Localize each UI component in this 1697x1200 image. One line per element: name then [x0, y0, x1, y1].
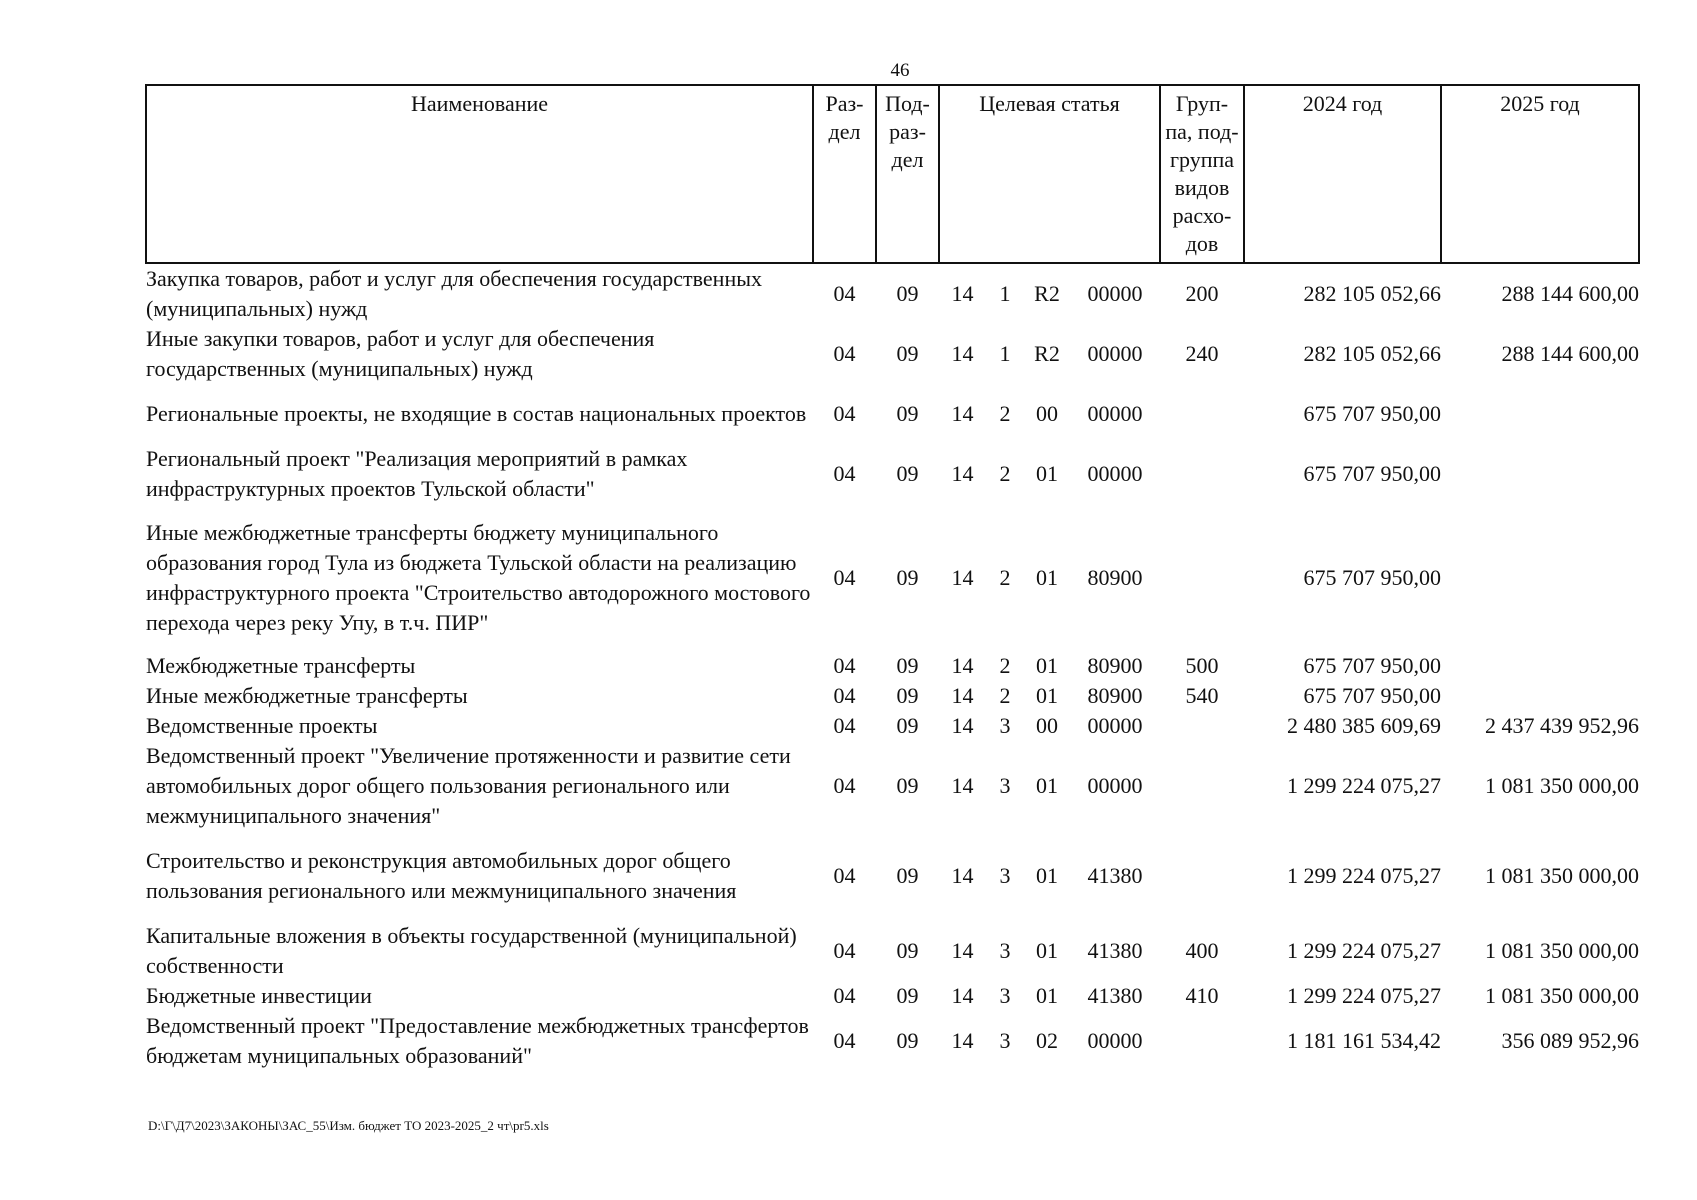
row-podrazdel: 09 — [896, 863, 919, 888]
row-article-code: 00000 — [1087, 281, 1143, 306]
header-name: Наименование — [146, 85, 813, 263]
row-2024: 675 707 950,00 — [1303, 461, 1441, 486]
row-article-event: 02 — [1036, 1028, 1058, 1053]
row-article-program: 14 — [951, 564, 974, 590]
row-article-code: 80900 — [1087, 653, 1143, 678]
row-article-code: 41380 — [1087, 938, 1143, 963]
row-article-code: 80900 — [1087, 683, 1143, 708]
file-path-footer: D:\Г\Д7\2023\ЗАКОНЫ\ЗАС_55\Изм. бюджет ТО 2023-2025_2 чт\pr5.xls — [148, 1118, 549, 1133]
row-razdel: 04 — [833, 983, 856, 1008]
row-article-program: 14 — [951, 713, 974, 738]
row-2025: 288 144 600,00 — [1501, 281, 1639, 306]
row-article-program: 14 — [951, 863, 974, 888]
row-podrazdel: 09 — [896, 341, 919, 366]
row-razdel: 04 — [833, 713, 856, 738]
row-article-event: 01 — [1036, 983, 1058, 1008]
row-article-event: 01 — [1036, 653, 1058, 678]
row-name: Иные межбюджетные трансферты — [146, 683, 468, 708]
row-group — [1160, 504, 1244, 651]
row-article-type: 3 — [999, 773, 1011, 798]
row-article-program: 14 — [951, 401, 974, 426]
row-article-type: 3 — [999, 863, 1011, 888]
row-article-type: 3 — [999, 1028, 1011, 1053]
row-article-program: 14 — [951, 461, 974, 486]
table-row — [146, 711, 1639, 741]
row-article-code: 00000 — [1087, 713, 1143, 738]
header-2025: 2025 год — [1441, 85, 1639, 263]
row-podrazdel: 09 — [896, 1028, 919, 1053]
table-row — [146, 504, 1639, 651]
row-podrazdel: 09 — [896, 653, 919, 678]
row-article-type: 3 — [999, 713, 1011, 738]
table-row — [146, 681, 1639, 711]
row-name: Капитальные вложения в объекты государственной (муниципальной) собственности — [146, 923, 797, 978]
row-2025 — [1441, 504, 1639, 651]
header-podrazdel: Под- раз- дел — [876, 85, 939, 263]
row-article-type: 1 — [999, 281, 1011, 306]
row-podrazdel: 09 — [896, 938, 919, 963]
row-razdel: 04 — [833, 281, 856, 306]
row-article-event: 01 — [1036, 938, 1058, 963]
row-2024: 1 181 161 534,42 — [1287, 1028, 1441, 1053]
row-article-event: R2 — [1034, 341, 1060, 366]
row-2025: 288 144 600,00 — [1501, 341, 1639, 366]
row-article-program: 14 — [951, 773, 974, 798]
row-article-type: 1 — [999, 341, 1011, 366]
row-article-code: 00000 — [1087, 461, 1143, 486]
row-2024: 1 299 224 075,27 — [1287, 773, 1441, 798]
row-2024: 1 299 224 075,27 — [1287, 863, 1441, 888]
row-2025 — [1441, 444, 1639, 504]
row-podrazdel: 09 — [896, 564, 919, 590]
row-article-program: 14 — [951, 341, 974, 366]
row-article-code: 80900 — [1087, 564, 1143, 590]
row-article-type: 2 — [999, 564, 1011, 590]
row-razdel: 04 — [833, 341, 856, 366]
row-2025 — [1441, 681, 1639, 711]
table-row — [146, 921, 1639, 981]
row-2025: 1 081 350 000,00 — [1485, 983, 1639, 1008]
row-article-type: 2 — [999, 683, 1011, 708]
table-row — [146, 444, 1639, 504]
row-2024: 675 707 950,00 — [1303, 401, 1441, 426]
row-razdel: 04 — [833, 401, 856, 426]
row-article-code: 00000 — [1087, 341, 1143, 366]
row-group — [1160, 384, 1244, 444]
row-group: 240 — [1185, 341, 1219, 366]
row-group: 200 — [1185, 281, 1219, 306]
row-group — [1160, 1011, 1244, 1071]
row-razdel: 04 — [833, 863, 856, 888]
row-group — [1160, 711, 1244, 741]
row-razdel: 04 — [833, 938, 856, 963]
table-row — [146, 384, 1639, 444]
row-article-program: 14 — [951, 983, 974, 1008]
row-2024: 1 299 224 075,27 — [1287, 938, 1441, 963]
row-group: 540 — [1185, 683, 1219, 708]
row-article-code: 41380 — [1087, 983, 1143, 1008]
table-row — [146, 981, 1639, 1011]
row-name: Иные межбюджетные трансферты бюджету муниципального образования город Тула из бюджета Тульской области на реализацию инфраструктурного проекта "Строительство автодорожного мостового перехода через реку Упу, в т.ч. ПИР" — [146, 519, 811, 635]
row-article-program: 14 — [951, 683, 974, 708]
row-article-type: 2 — [999, 401, 1011, 426]
row-podrazdel: 09 — [896, 713, 919, 738]
row-article-program: 14 — [951, 653, 974, 678]
row-2024: 282 105 052,66 — [1303, 341, 1441, 366]
table-row — [146, 651, 1639, 681]
page-number: 46 — [890, 60, 910, 81]
row-name: Ведомственный проект "Увеличение протяженности и развитие сети автомобильных дорог общего пользования регионального или межмуниципального значения" — [146, 743, 791, 828]
row-razdel: 04 — [833, 564, 856, 590]
row-razdel: 04 — [833, 1028, 856, 1053]
header-2024: 2024 год — [1244, 85, 1441, 263]
header-group: Груп- па, под- группа видов расхо- дов — [1160, 85, 1244, 263]
row-2025: 1 081 350 000,00 — [1485, 938, 1639, 963]
table-header-row — [146, 85, 1639, 263]
table-row — [146, 831, 1639, 921]
budget-table — [145, 84, 1640, 1071]
row-name: Региональные проекты, не входящие в состав национальных проектов — [146, 401, 807, 426]
row-razdel: 04 — [833, 683, 856, 708]
row-2024: 282 105 052,66 — [1303, 281, 1441, 306]
header-razdel: Раз- дел — [813, 85, 876, 263]
row-group: 410 — [1185, 983, 1219, 1008]
row-2025 — [1441, 384, 1639, 444]
row-article-event: R2 — [1034, 281, 1060, 306]
row-name: Ведомственный проект "Предоставление межбюджетных трансфертов бюджетам муниципальных образований" — [146, 1013, 809, 1068]
table-row — [146, 324, 1639, 384]
row-2025: 2 437 439 952,96 — [1485, 713, 1639, 738]
row-2024: 1 299 224 075,27 — [1287, 983, 1441, 1008]
row-2024: 675 707 950,00 — [1303, 683, 1441, 708]
row-article-type: 3 — [999, 938, 1011, 963]
row-article-code: 00000 — [1087, 1028, 1143, 1053]
row-group — [1160, 741, 1244, 831]
row-2024: 675 707 950,00 — [1303, 653, 1441, 678]
row-podrazdel: 09 — [896, 773, 919, 798]
row-podrazdel: 09 — [896, 683, 919, 708]
row-article-event: 01 — [1036, 564, 1058, 590]
table-row — [146, 263, 1639, 324]
row-article-event: 01 — [1036, 863, 1058, 888]
row-2025: 1 081 350 000,00 — [1485, 773, 1639, 798]
row-article-event: 01 — [1036, 683, 1058, 708]
row-2025: 1 081 350 000,00 — [1485, 863, 1639, 888]
row-name: Закупка товаров, работ и услуг для обеспечения государственных (муниципальных) нужд — [146, 266, 763, 321]
row-podrazdel: 09 — [896, 401, 919, 426]
row-2025: 356 089 952,96 — [1501, 1028, 1639, 1053]
row-name: Строительство и реконструкция автомобильных дорог общего пользования регионального или межмуниципального значения — [146, 848, 737, 903]
row-razdel: 04 — [833, 773, 856, 798]
row-article-event: 00 — [1036, 713, 1058, 738]
row-article-code: 00000 — [1087, 401, 1143, 426]
table-row — [146, 1011, 1639, 1071]
row-name: Межбюджетные трансферты — [146, 653, 416, 678]
row-group — [1160, 831, 1244, 921]
row-article-program: 14 — [951, 281, 974, 306]
row-group — [1160, 444, 1244, 504]
row-name: Региональный проект "Реализация мероприятий в рамках инфраструктурных проектов Тульской области" — [146, 446, 688, 501]
row-name: Бюджетные инвестиции — [146, 983, 372, 1008]
row-2024: 675 707 950,00 — [1303, 564, 1441, 590]
table-row — [146, 741, 1639, 831]
header-article: Целевая статья — [939, 85, 1160, 263]
row-razdel: 04 — [833, 653, 856, 678]
row-name: Ведомственные проекты — [146, 713, 378, 738]
row-razdel: 04 — [833, 461, 856, 486]
row-article-event: 01 — [1036, 773, 1058, 798]
row-article-event: 00 — [1036, 401, 1058, 426]
row-article-type: 2 — [999, 653, 1011, 678]
row-group: 400 — [1185, 938, 1219, 963]
row-name: Иные закупки товаров, работ и услуг для обеспечения государственных (муниципальных) нужд — [146, 326, 655, 381]
row-article-code: 41380 — [1087, 863, 1143, 888]
row-podrazdel: 09 — [896, 983, 919, 1008]
row-article-event: 01 — [1036, 461, 1058, 486]
row-article-code: 00000 — [1087, 773, 1143, 798]
row-article-program: 14 — [951, 938, 974, 963]
row-podrazdel: 09 — [896, 281, 919, 306]
row-2024: 2 480 385 609,69 — [1287, 713, 1441, 738]
row-podrazdel: 09 — [896, 461, 919, 486]
row-2025 — [1441, 651, 1639, 681]
row-article-type: 2 — [999, 461, 1011, 486]
row-group: 500 — [1185, 653, 1219, 678]
row-article-type: 3 — [999, 983, 1011, 1008]
row-article-program: 14 — [951, 1028, 974, 1053]
